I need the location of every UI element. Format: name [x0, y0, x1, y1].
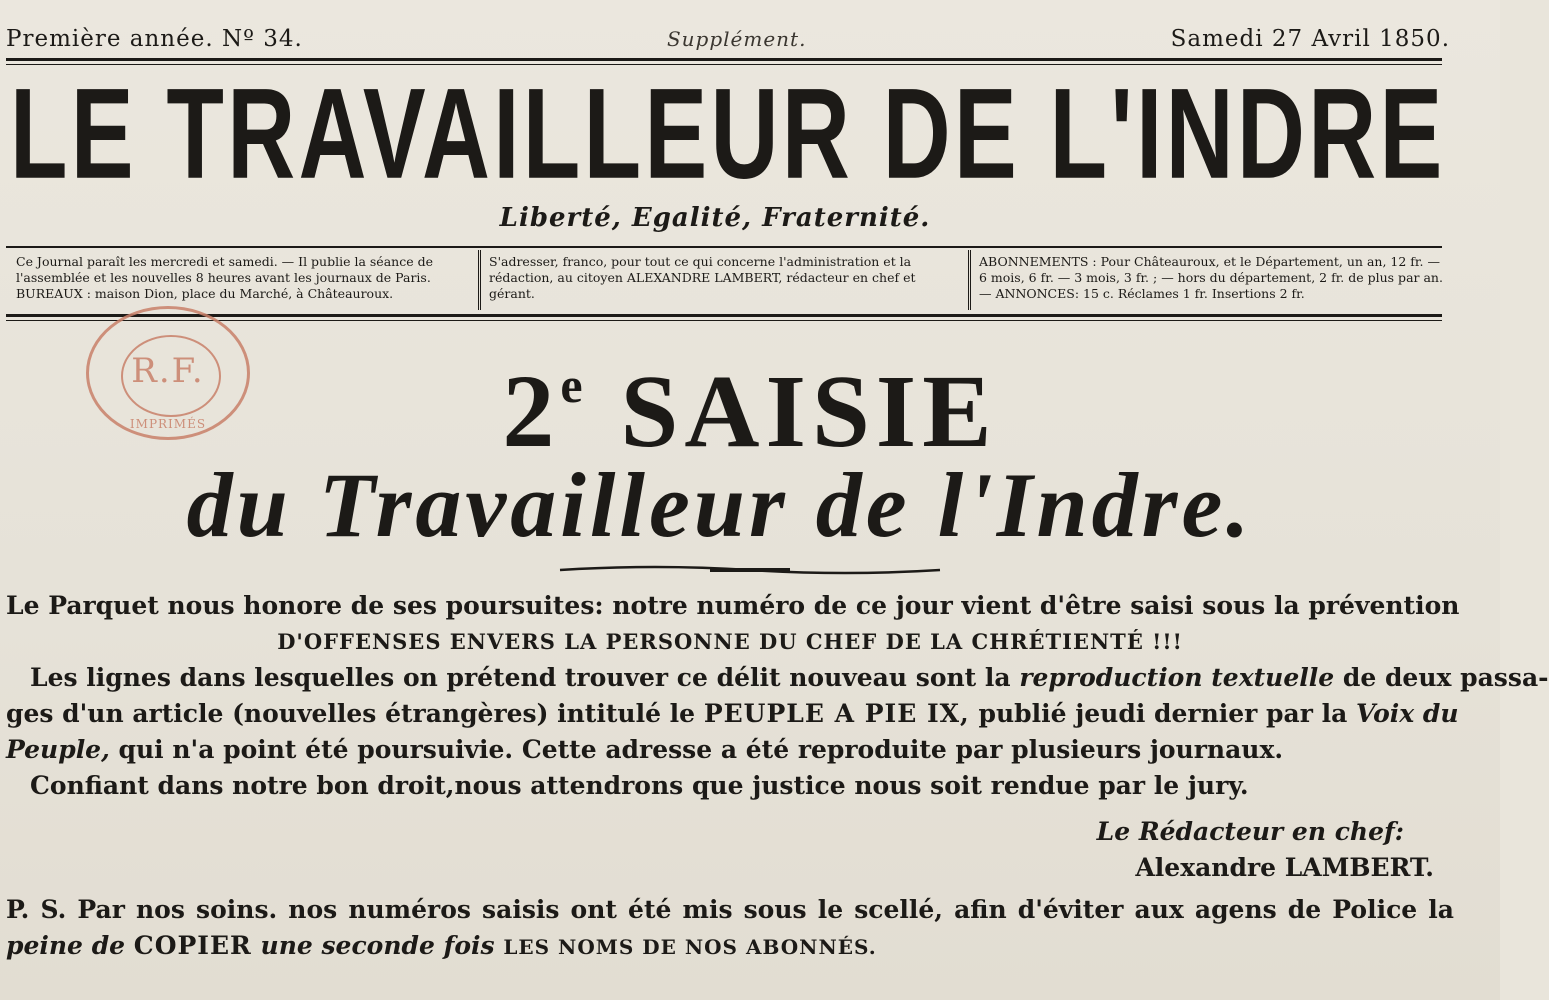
stamp-ring-text: IMPRIMÉS [129, 417, 207, 431]
article-title-ref: PEUPLE A PIE IX, [703, 699, 970, 728]
article-emphasis: reproduction textuelle [1019, 663, 1335, 692]
supplement-label: Supplément. [666, 27, 807, 51]
article-text: de deux passa- [1342, 663, 1549, 692]
info-contact: S'adresser, franco, pour tout ce qui concerne l'administration et la rédaction, au citoyen ALEXANDRE LAMBERT, rédacteur en chef et gérant. [478, 250, 968, 310]
info-box [8, 250, 1453, 310]
masthead-motto: Liberté, Egalité, Fraternité. [499, 203, 931, 233]
issue-number: Première année. Nº 34. [6, 26, 303, 52]
article-line-3 [6, 660, 1549, 696]
info-subscriptions: ABONNEMENTS : Pour Châteauroux, et le Département, un an, 12 fr. — 6 mois, 6 fr. — 3 mois, 3 fr. ; — hors du département, 2 fr. de plus par an.— ANNONCES: 15 c. Réclames 1 fr. Insertions 2 fr. [968, 250, 1453, 310]
headline-subtitle: du Travailleur de l'Indre. [186, 454, 1254, 556]
signature-name: Alexandre LAMBERT. [1135, 853, 1434, 882]
info-publication: Ce Journal paraît les mercredi et samedi. — Il publie la séance de l'assemblée et les nouvelles 8 heures avant les journaux de Paris. BUREAUX : maison Dion, place du Marché, à Châteauroux. [16, 254, 433, 301]
postscript-emphasis: de [91, 931, 126, 960]
article-line-4 [6, 696, 1459, 732]
info-rule-bottom-thin [6, 320, 1442, 321]
ornament-rule [560, 563, 940, 577]
postscript-caps: LES NOMS DE NOS ABONNÉS. [503, 935, 877, 959]
article-emphasis: Voix du [1356, 699, 1459, 728]
signature-title: Le Rédacteur en chef: [1096, 817, 1404, 846]
header-line [6, 22, 1450, 56]
info-rule-top [6, 246, 1442, 248]
article-text: Les lignes dans lesquelles on prétend trouver ce délit nouveau sont la [30, 663, 1011, 692]
article-body [6, 588, 1549, 965]
article-text: qui n'a point été poursuivie. Cette adresse a été reproduite par plusieurs journaux. [118, 735, 1284, 764]
headline-number-suffix: e [560, 357, 589, 413]
article-line-1: Le Parquet nous honore de ses poursuites: notre numéro de ce jour vient d'être saisi sous la prévention [6, 591, 1460, 620]
headline-number: 2 [502, 354, 561, 469]
article-line-2: D'OFFENSES ENVERS LA PERSONNE DU CHEF DE LA CHRÉTIENTÉ !!! [277, 629, 1183, 654]
issue-date: Samedi 27 Avril 1850. [1170, 26, 1450, 52]
postscript-emphasis: peine [6, 931, 83, 960]
postscript-line-1: P. S. Par nos soins. nos numéros saisis ont été mis sous le scellé, afin d'éviter aux agens de Police la [6, 895, 1454, 924]
article-text: ges d'un article (nouvelles étrangères) intitulé le [6, 699, 696, 728]
masthead-title: LE TRAVAILLEUR DE L'INDRE [10, 61, 1446, 206]
article-emphasis: Peuple, [6, 735, 110, 764]
stamp-rf-label: R.F. [131, 351, 205, 391]
info-rule-bottom [6, 314, 1442, 317]
postscript-line-2 [6, 928, 1454, 965]
headline-word: SAISIE [620, 354, 998, 469]
article-line-6: Confiant dans notre bon droit,nous attendrons que justice nous soit rendue par le jury. [30, 771, 1249, 800]
postscript-caps: COPIER [133, 931, 252, 960]
article-line-5 [6, 732, 1454, 768]
article-text: publié jeudi dernier par la [978, 699, 1348, 728]
postscript-emphasis: une seconde fois [260, 931, 495, 960]
